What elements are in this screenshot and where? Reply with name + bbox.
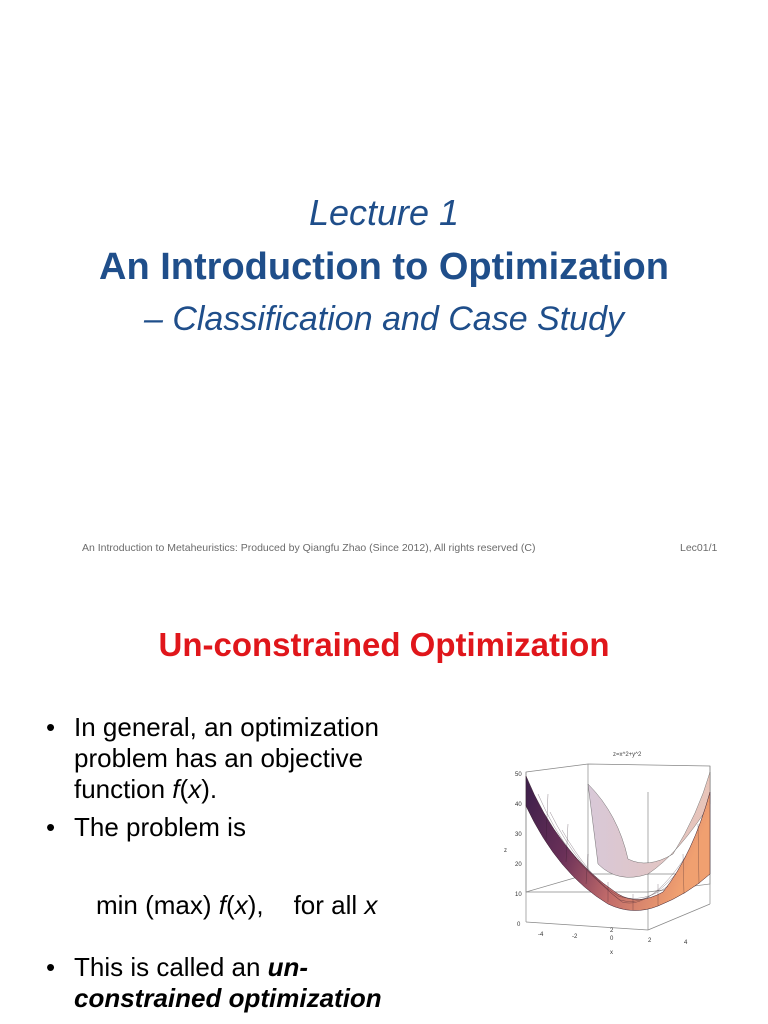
z-tick-labels (504, 772, 522, 928)
x-tick-label: -4 (538, 932, 544, 938)
y-tick-label: 2 (610, 928, 614, 934)
variable-symbol: x (188, 774, 202, 804)
bullet-dot: • (46, 952, 56, 982)
x-tick-label: 2 (648, 938, 652, 944)
x-tick-labels (538, 928, 688, 956)
plot-caption: z=x^2+y^2 (613, 752, 642, 758)
function-symbol: f (218, 890, 227, 920)
bullet-emphasis: un- (267, 952, 309, 982)
z-tick-label: 40 (515, 802, 522, 808)
footer-text: An Introduction to Metaheuristics: Produced by Qiangfu Zhao (Since 2012), All rights reserved (C) (82, 542, 536, 554)
bullet-text: This is called an (74, 952, 268, 982)
z-tick-label: 30 (515, 832, 522, 838)
bullet-text: function (74, 774, 173, 804)
objective-formula (96, 890, 377, 921)
z-tick-label: 20 (515, 862, 522, 868)
formula-text: min (max) (96, 890, 219, 920)
slide-title: An Introduction to Optimization (99, 246, 669, 288)
page-number: Lec01/1 (680, 542, 718, 554)
z-axis-label: z (504, 848, 507, 854)
bullet-item (46, 812, 446, 843)
function-symbol: f (172, 774, 180, 804)
slide-title: Un-constrained Optimization (158, 626, 610, 663)
bullet-text: problem has an objective (74, 743, 364, 773)
paren: ( (179, 774, 189, 804)
lecture-label: Lecture 1 (308, 192, 460, 233)
paren: ( (226, 890, 235, 920)
bullet-item (46, 952, 446, 1014)
bullet-text: ). (201, 774, 218, 804)
bullet-list (46, 712, 446, 1014)
bullet-item (46, 712, 446, 805)
z-tick-label: 50 (515, 772, 522, 778)
formula-text: for all (293, 890, 365, 920)
paraboloid-plot (498, 744, 720, 966)
x-axis-label: x (610, 950, 613, 956)
slide-subtitle: – Classification and Case Study (143, 300, 625, 338)
variable-symbol: x (234, 890, 248, 920)
bullet-text: In general, an optimization (74, 712, 379, 742)
bullet-dot: • (46, 712, 56, 742)
z-tick-label: 10 (515, 892, 522, 898)
x-tick-label: 0 (610, 936, 614, 942)
variable-symbol: x (364, 890, 378, 920)
slide-2 (0, 576, 768, 1024)
bullet-text: The problem is (74, 812, 246, 842)
x-tick-label: 4 (684, 940, 688, 946)
bullet-emphasis: constrained optimization (74, 983, 382, 1013)
z-tick-label: 0 (517, 922, 521, 928)
paren: ), (247, 890, 264, 920)
bullet-dot: • (46, 812, 56, 842)
x-tick-label: -2 (572, 934, 578, 940)
